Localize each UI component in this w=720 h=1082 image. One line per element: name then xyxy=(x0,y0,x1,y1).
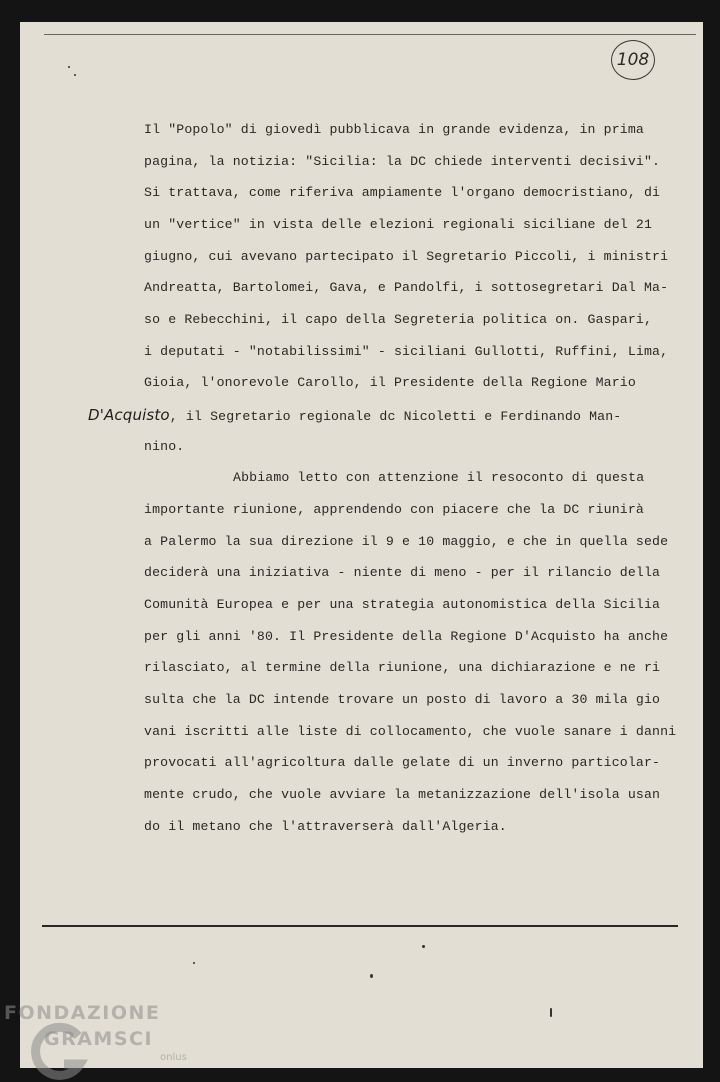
document-page xyxy=(20,22,703,1068)
paper-speck xyxy=(370,974,373,978)
watermark-line-1: FONDAZIONE xyxy=(4,1002,161,1024)
text-line: so e Rebecchini, il capo della Segreteria politica on. Gaspari, xyxy=(144,312,653,327)
paper-speck xyxy=(193,962,195,964)
watermark-logo xyxy=(4,1000,204,1080)
text-line-with-handwriting xyxy=(88,407,621,425)
text-line: rilasciato, al termine della riunione, una dichiarazione e ne ri xyxy=(144,660,661,675)
text-line: Comunità Europea e per una strategia autonomistica della Sicilia xyxy=(144,597,661,612)
text-line: Gioia, l'onorevole Carollo, il Presidente della Regione Mario xyxy=(144,375,636,390)
text-line: pagina, la notizia: "Sicilia: la DC chiede interventi decisivi". xyxy=(144,154,661,169)
text-line: sulta che la DC intende trovare un posto di lavoro a 30 mila gio xyxy=(144,692,661,707)
text-line: per gli anni '80. Il Presidente della Regione D'Acquisto ha anche xyxy=(144,629,669,644)
text-line: provocati all'agricoltura dalle gelate di un inverno particolar- xyxy=(144,755,661,770)
top-rule xyxy=(44,34,696,35)
paper-speck xyxy=(68,66,70,68)
watermark-line-2: GRAMSCI xyxy=(44,1028,154,1050)
text-line: un "vertice" in vista delle elezioni regionali siciliane del 21 xyxy=(144,217,653,232)
text-line: Si trattava, come riferiva ampiamente l'organo democristiano, di xyxy=(144,185,661,200)
page-number: 108 xyxy=(611,40,655,80)
text-line: a Palermo la sua direzione il 9 e 10 maggio, e che in quella sede xyxy=(144,534,669,549)
paper-speck xyxy=(422,945,425,948)
paper-speck xyxy=(74,74,76,76)
text-line: do il metano che l'attraverserà dall'Algeria. xyxy=(144,819,507,834)
watermark-onlus: onlus xyxy=(160,1052,187,1063)
handwritten-name: D'Acquisto xyxy=(88,406,170,424)
text-line: mente crudo, che vuole avviare la metanizzazione dell'isola usan xyxy=(144,787,661,802)
text-line: Andreatta, Bartolomei, Gava, e Pandolfi, i sottosegretari Dal Ma- xyxy=(144,280,669,295)
text-line: importante riunione, apprendendo con piacere che la DC riunirà xyxy=(144,502,644,517)
paper-speck xyxy=(550,1008,552,1017)
text-line: giugno, cui avevano partecipato il Segretario Piccoli, i ministri xyxy=(144,249,669,264)
text-line: , il Segretario regionale dc Nicoletti e Ferdinando Man- xyxy=(169,409,622,424)
text-line: Il "Popolo" di giovedì pubblicava in grande evidenza, in prima xyxy=(144,122,644,137)
text-line: vani iscritti alle liste di collocamento, che vuole sanare i danni xyxy=(144,724,677,739)
text-line: Abbiamo letto con attenzione il resoconto di questa xyxy=(233,470,645,485)
text-line: i deputati - "notabilissimi" - siciliani Gullotti, Ruffini, Lima, xyxy=(144,344,669,359)
bottom-rule xyxy=(42,925,678,927)
text-line: nino. xyxy=(144,439,185,454)
text-line: deciderà una iniziativa - niente di meno - per il rilancio della xyxy=(144,565,661,580)
